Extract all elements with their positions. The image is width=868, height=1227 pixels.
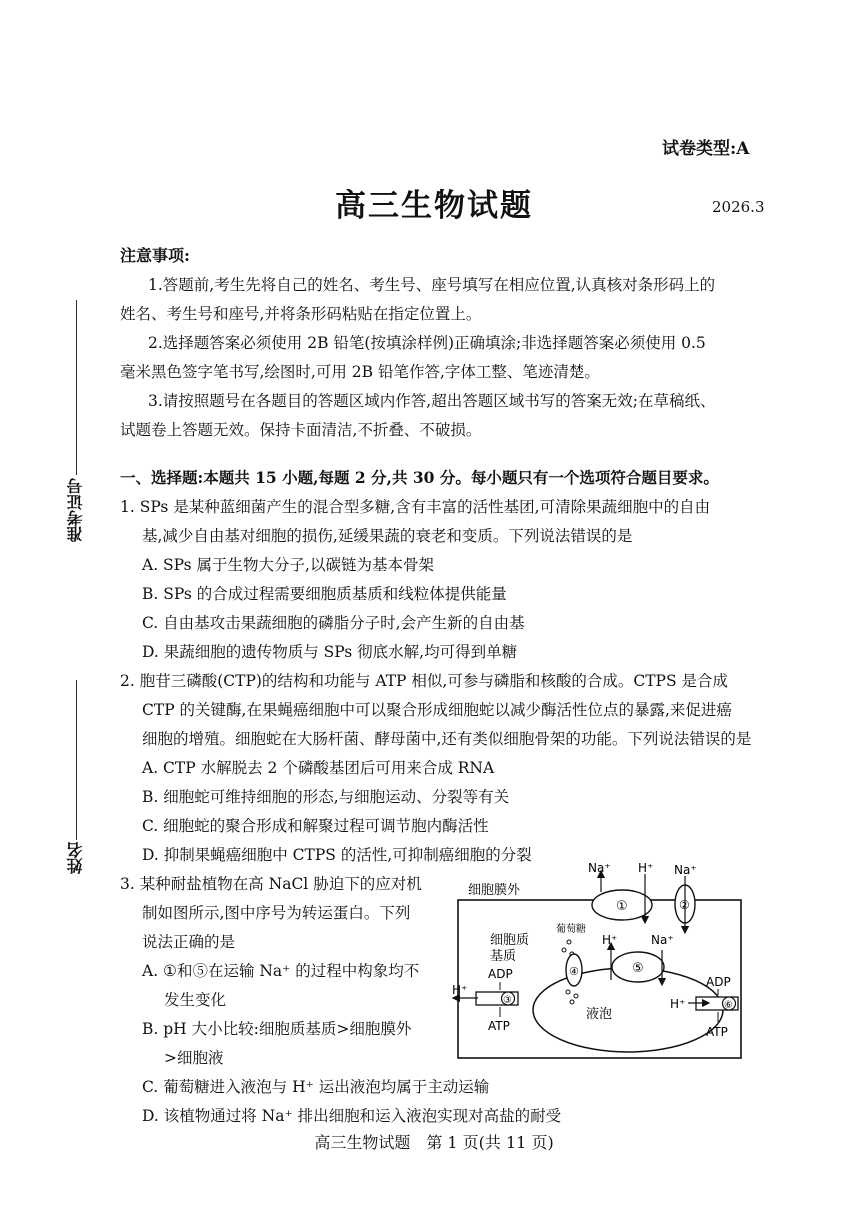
h-label: H⁺: [638, 862, 654, 875]
notice-heading: 注意事项:: [120, 246, 190, 265]
q3-stem: 说法正确的是: [142, 933, 236, 951]
transporter-4-number: ④: [569, 965, 579, 978]
q3-option-b: B. pH 大小比较:细胞质基质>细胞膜外: [142, 1020, 412, 1038]
notice-line: 姓名、考生号和座号,并将条形码粘贴在指定位置上。: [120, 305, 482, 323]
q3-option-d: D. 该植物通过将 Na⁺ 排出细胞和运入液泡实现对高盐的耐受: [142, 1107, 562, 1125]
atp-label: ATP: [488, 1019, 510, 1033]
q3-option-c: C. 葡萄糖进入液泡与 H⁺ 运出液泡均属于主动运输: [142, 1078, 490, 1096]
q3-option-b-cont: >细胞液: [164, 1049, 224, 1067]
q1-option-c: C. 自由基攻击果蔬细胞的磷脂分子时,会产生新的自由基: [142, 614, 525, 632]
na-label: Na⁺: [651, 933, 674, 947]
adp-label: ADP: [706, 975, 731, 989]
na-label: Na⁺: [674, 863, 697, 877]
notice-line: 3.请按照题号在各题目的答题区域内作答,超出答题区域书写的答案无效;在草稿纸、: [148, 392, 716, 410]
na-label: Na⁺: [588, 862, 611, 875]
pump-6-number: ⑥: [724, 1000, 733, 1011]
notice-line: 毫米黑色签字笔书写,绘图时,可用 2B 铅笔作答,字体工整、笔迹清楚。: [120, 363, 600, 381]
exam-id-line: [76, 300, 77, 475]
cytosol-label: 细胞质: [490, 933, 530, 948]
paper-type: 试卷类型:A: [662, 139, 750, 159]
transport-diagram: [448, 862, 748, 1062]
q2-option-c: C. 细胞蛇的聚合形成和解聚过程可调节胞内酶活性: [142, 817, 489, 835]
q1-option-d: D. 果蔬细胞的遗传物质与 SPs 彻底水解,均可得到单糖: [142, 643, 518, 661]
q2-option-a: A. CTP 水解脱去 2 个磷酸基团后可用来合成 RNA: [142, 759, 495, 777]
adp-label: ADP: [488, 967, 513, 981]
h-label: H⁺: [452, 983, 468, 997]
glucose-label: 葡萄糖: [556, 924, 586, 935]
q3-stem: 制如图所示,图中序号为转运蛋白。下列: [142, 904, 411, 922]
section-heading: 一、选择题:本题共 15 小题,每题 2 分,共 30 分。每小题只有一个选项符合题目要求。: [120, 468, 719, 487]
q1-stem: 基,减少自由基对细胞的损伤,延缓果蔬的衰老和变质。下列说法错误的是: [142, 527, 633, 545]
protein-1-number: ①: [616, 899, 628, 914]
name-line: [76, 680, 77, 840]
q3-option-a-cont: 发生变化: [164, 991, 227, 1009]
outside-label: 细胞膜外: [468, 883, 521, 898]
page-footer: 高三生物试题 第 1 页(共 11 页): [314, 1133, 554, 1152]
q2-option-d: D. 抑制果蝇癌细胞中 CTPS 的活性,可抑制癌细胞的分裂: [142, 846, 532, 864]
q2-stem: CTP 的关键酶,在果蝇癌细胞中可以聚合形成细胞蛇以减少酶活性位点的暴露,来促进癌: [142, 701, 732, 719]
q2-stem: 2. 胞苷三磷酸(CTP)的结构和功能与 ATP 相似,可参与磷脂和核酸的合成。CTPS 是合成: [120, 672, 729, 690]
notice-line: 试题卷上答题无效。保持卡面清洁,不折叠、不破损。: [120, 421, 482, 439]
h-label: H⁺: [670, 997, 686, 1011]
notice-line: 1.答题前,考生先将自己的姓名、考生号、座号填写在相应位置,认真核对条形码上的: [148, 276, 716, 294]
q2-stem: 细胞的增殖。细胞蛇在大肠杆菌、酵母菌中,还有类似细胞骨架的功能。下列说法错误的是: [142, 730, 752, 748]
q1-stem: 1. SPs 是某种蓝细菌产生的混合型多糖,含有丰富的活性基团,可清除果蔬细胞中的自由: [120, 498, 711, 516]
notice-line: 2.选择题答案必须使用 2B 铅笔(按填涂样例)正确填涂;非选择题答案必须使用 0.5: [148, 334, 706, 352]
q1-option-b: B. SPs 的合成过程需要细胞质基质和线粒体提供能量: [142, 585, 507, 603]
exam-date: 2026.3: [712, 198, 765, 216]
protein-5-number: ⑤: [632, 961, 644, 976]
q1-option-a: A. SPs 属于生物大分子,以碳链为基本骨架: [142, 556, 434, 574]
page-title: 高三生物试题: [335, 188, 533, 224]
pump-3-number: ③: [503, 995, 512, 1006]
q3-option-a: A. ①和⑤在运输 Na⁺ 的过程中构象均不: [142, 962, 420, 980]
atp-label: ATP: [706, 1025, 728, 1039]
cytosol-label: 基质: [490, 949, 517, 964]
channel-2-number: ②: [679, 898, 690, 912]
exam-id-label: 准考证号: [66, 478, 85, 542]
h-label: H⁺: [602, 933, 618, 947]
q3-stem: 3. 某种耐盐植物在高 NaCl 胁迫下的应对机: [120, 875, 422, 893]
name-label: 姓名: [66, 842, 85, 874]
vacuole-label: 液泡: [586, 1007, 613, 1022]
q2-option-b: B. 细胞蛇可维持细胞的形态,与细胞运动、分裂等有关: [142, 788, 510, 806]
